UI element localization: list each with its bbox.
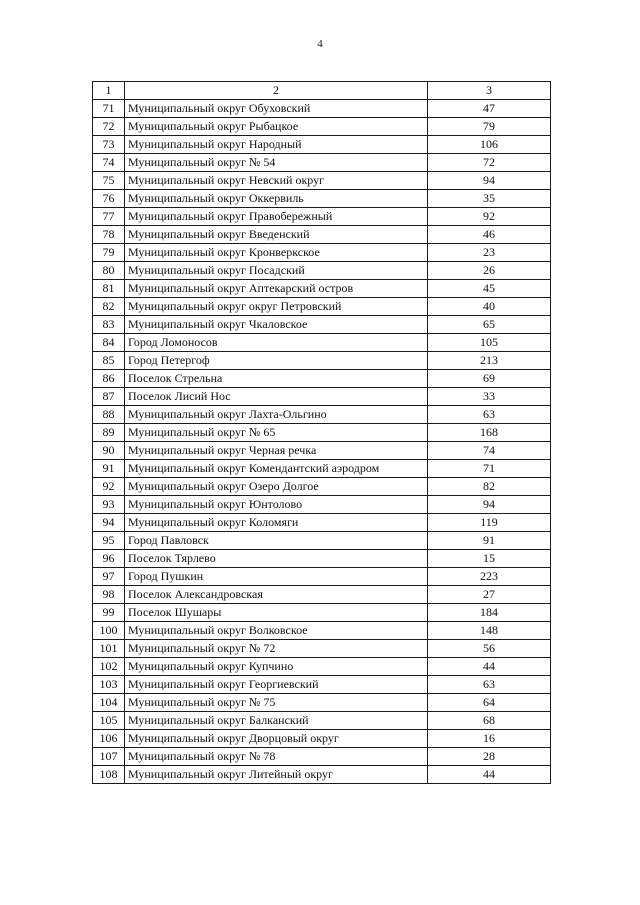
row-value-cell: 63 [428, 406, 551, 424]
row-value-cell: 105 [428, 334, 551, 352]
row-value-cell: 94 [428, 172, 551, 190]
row-number-cell: 103 [93, 676, 125, 694]
table-row [93, 478, 551, 496]
table-row [93, 442, 551, 460]
table-row [93, 586, 551, 604]
table-row [93, 424, 551, 442]
row-number-cell: 92 [93, 478, 125, 496]
row-number-cell: 107 [93, 748, 125, 766]
row-value-cell: 40 [428, 298, 551, 316]
row-value-cell: 223 [428, 568, 551, 586]
table-row [93, 406, 551, 424]
row-name-cell: Город Ломоносов [125, 334, 428, 352]
table-row [93, 676, 551, 694]
row-name-cell: Муниципальный округ Посадский [125, 262, 428, 280]
table-body [93, 82, 551, 784]
row-value-cell: 16 [428, 730, 551, 748]
row-value-cell: 94 [428, 496, 551, 514]
row-name-cell: Муниципальный округ Невский округ [125, 172, 428, 190]
row-number-cell: 73 [93, 136, 125, 154]
table-row [93, 748, 551, 766]
row-number-cell: 72 [93, 118, 125, 136]
row-value-cell: 72 [428, 154, 551, 172]
row-value-cell: 28 [428, 748, 551, 766]
table-row [93, 550, 551, 568]
table-header-row [93, 82, 551, 100]
row-value-cell: 45 [428, 280, 551, 298]
row-name-cell: Город Пушкин [125, 568, 428, 586]
row-value-cell: 148 [428, 622, 551, 640]
row-number-cell: 106 [93, 730, 125, 748]
row-name-cell: Муниципальный округ № 65 [125, 424, 428, 442]
header-cell-value: 3 [428, 82, 551, 100]
row-value-cell: 44 [428, 658, 551, 676]
table-row [93, 604, 551, 622]
table-row [93, 694, 551, 712]
table-row [93, 154, 551, 172]
row-name-cell: Поселок Стрельна [125, 370, 428, 388]
table-row [93, 208, 551, 226]
table-row [93, 514, 551, 532]
row-value-cell: 35 [428, 190, 551, 208]
row-name-cell: Муниципальный округ Введенский [125, 226, 428, 244]
row-value-cell: 27 [428, 586, 551, 604]
row-number-cell: 80 [93, 262, 125, 280]
table-row [93, 136, 551, 154]
row-number-cell: 100 [93, 622, 125, 640]
row-value-cell: 56 [428, 640, 551, 658]
row-name-cell: Муниципальный округ Коломяги [125, 514, 428, 532]
table-row [93, 532, 551, 550]
row-name-cell: Муниципальный округ № 75 [125, 694, 428, 712]
row-name-cell: Муниципальный округ Правобережный [125, 208, 428, 226]
row-number-cell: 81 [93, 280, 125, 298]
row-value-cell: 15 [428, 550, 551, 568]
table-row [93, 388, 551, 406]
row-name-cell: Муниципальный округ Аптекарский остров [125, 280, 428, 298]
row-value-cell: 46 [428, 226, 551, 244]
table-row [93, 766, 551, 784]
table-row [93, 244, 551, 262]
row-number-cell: 76 [93, 190, 125, 208]
row-name-cell: Муниципальный округ Народный [125, 136, 428, 154]
table-row [93, 370, 551, 388]
row-number-cell: 96 [93, 550, 125, 568]
table-row [93, 640, 551, 658]
row-number-cell: 82 [93, 298, 125, 316]
table-row [93, 622, 551, 640]
row-value-cell: 64 [428, 694, 551, 712]
row-value-cell: 92 [428, 208, 551, 226]
row-number-cell: 83 [93, 316, 125, 334]
table-row [93, 334, 551, 352]
row-number-cell: 102 [93, 658, 125, 676]
row-value-cell: 168 [428, 424, 551, 442]
row-name-cell: Город Петергоф [125, 352, 428, 370]
row-number-cell: 94 [93, 514, 125, 532]
table-row [93, 568, 551, 586]
row-number-cell: 79 [93, 244, 125, 262]
row-name-cell: Поселок Александровская [125, 586, 428, 604]
table-row [93, 298, 551, 316]
row-number-cell: 74 [93, 154, 125, 172]
row-name-cell: Муниципальный округ Комендантский аэродром [125, 460, 428, 478]
table-row [93, 496, 551, 514]
table-row [93, 712, 551, 730]
table-row [93, 280, 551, 298]
table-row [93, 118, 551, 136]
row-value-cell: 106 [428, 136, 551, 154]
row-number-cell: 90 [93, 442, 125, 460]
table-row [93, 172, 551, 190]
table-row [93, 352, 551, 370]
page-number: 4 [317, 38, 323, 50]
row-number-cell: 93 [93, 496, 125, 514]
row-value-cell: 71 [428, 460, 551, 478]
row-name-cell: Муниципальный округ № 72 [125, 640, 428, 658]
row-name-cell: Муниципальный округ Дворцовый округ [125, 730, 428, 748]
header-cell-name: 2 [125, 82, 428, 100]
row-name-cell: Муниципальный округ Волковское [125, 622, 428, 640]
row-value-cell: 184 [428, 604, 551, 622]
row-name-cell: Муниципальный округ Кронверкское [125, 244, 428, 262]
row-value-cell: 79 [428, 118, 551, 136]
row-number-cell: 101 [93, 640, 125, 658]
row-value-cell: 91 [428, 532, 551, 550]
table-row [93, 262, 551, 280]
row-name-cell: Муниципальный округ Лахта-Ольгино [125, 406, 428, 424]
table-row [93, 460, 551, 478]
row-value-cell: 23 [428, 244, 551, 262]
row-number-cell: 77 [93, 208, 125, 226]
row-name-cell: Муниципальный округ Черная речка [125, 442, 428, 460]
row-value-cell: 74 [428, 442, 551, 460]
table-row [93, 100, 551, 118]
header-cell-number: 1 [93, 82, 125, 100]
table-row [93, 316, 551, 334]
row-value-cell: 82 [428, 478, 551, 496]
row-number-cell: 86 [93, 370, 125, 388]
row-number-cell: 78 [93, 226, 125, 244]
row-number-cell: 104 [93, 694, 125, 712]
row-name-cell: Город Павловск [125, 532, 428, 550]
row-name-cell: Муниципальный округ Купчино [125, 658, 428, 676]
row-number-cell: 71 [93, 100, 125, 118]
row-number-cell: 99 [93, 604, 125, 622]
row-name-cell: Муниципальный округ Георгиевский [125, 676, 428, 694]
row-value-cell: 119 [428, 514, 551, 532]
row-value-cell: 47 [428, 100, 551, 118]
row-value-cell: 65 [428, 316, 551, 334]
municipality-table [92, 81, 551, 784]
row-number-cell: 84 [93, 334, 125, 352]
row-value-cell: 26 [428, 262, 551, 280]
row-number-cell: 87 [93, 388, 125, 406]
row-number-cell: 88 [93, 406, 125, 424]
row-number-cell: 85 [93, 352, 125, 370]
row-number-cell: 98 [93, 586, 125, 604]
row-name-cell: Муниципальный округ Озеро Долгое [125, 478, 428, 496]
row-value-cell: 44 [428, 766, 551, 784]
row-value-cell: 69 [428, 370, 551, 388]
row-number-cell: 75 [93, 172, 125, 190]
table-row [93, 226, 551, 244]
row-name-cell: Муниципальный округ Юнтолово [125, 496, 428, 514]
row-number-cell: 105 [93, 712, 125, 730]
row-name-cell: Муниципальный округ Литейный округ [125, 766, 428, 784]
row-value-cell: 68 [428, 712, 551, 730]
row-number-cell: 108 [93, 766, 125, 784]
table-row [93, 658, 551, 676]
row-name-cell: Поселок Лисий Нос [125, 388, 428, 406]
row-name-cell: Муниципальный округ № 78 [125, 748, 428, 766]
row-number-cell: 95 [93, 532, 125, 550]
row-name-cell: Муниципальный округ Рыбацкое [125, 118, 428, 136]
row-name-cell: Муниципальный округ Обуховский [125, 100, 428, 118]
row-name-cell: Поселок Тярлево [125, 550, 428, 568]
row-value-cell: 63 [428, 676, 551, 694]
row-value-cell: 33 [428, 388, 551, 406]
row-number-cell: 91 [93, 460, 125, 478]
row-value-cell: 213 [428, 352, 551, 370]
row-name-cell: Муниципальный округ № 54 [125, 154, 428, 172]
row-number-cell: 97 [93, 568, 125, 586]
table-row [93, 730, 551, 748]
row-name-cell: Поселок Шушары [125, 604, 428, 622]
row-name-cell: Муниципальный округ округ Петровский [125, 298, 428, 316]
row-name-cell: Муниципальный округ Балканский [125, 712, 428, 730]
row-number-cell: 89 [93, 424, 125, 442]
table-row [93, 190, 551, 208]
row-name-cell: Муниципальный округ Оккервиль [125, 190, 428, 208]
row-name-cell: Муниципальный округ Чкаловское [125, 316, 428, 334]
